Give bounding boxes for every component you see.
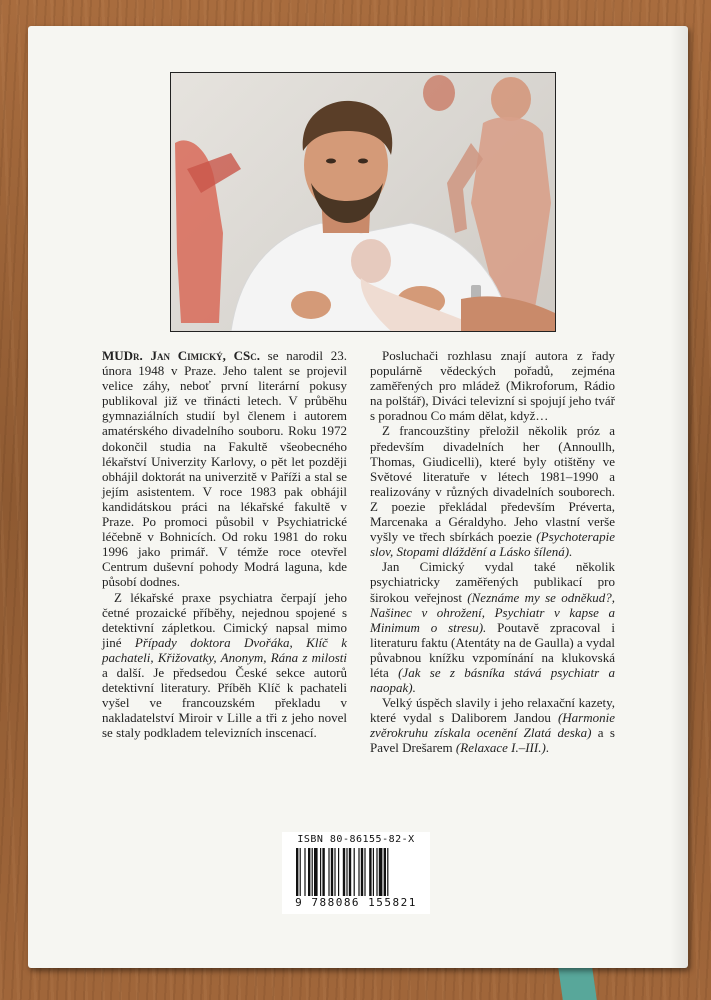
forearm	[461, 296, 555, 331]
bio-text: Z lékařské praxe psychiatra čerpají jeho četné prozaické příběhy, nejednou spojené s detektivní zápletkou. Cimický napsal mimo jiné	[102, 589, 347, 650]
isbn-number: ISBN 80-86155-82-X	[297, 834, 415, 845]
barcode-bar	[346, 848, 347, 896]
barcode-bar	[358, 848, 359, 896]
album-title: (Harmonie zvěrokruhu získala ocenění Zlatá deska)	[370, 710, 615, 741]
eye-right	[358, 159, 368, 164]
model-head	[351, 239, 391, 283]
spine-shade	[670, 26, 688, 968]
publication-titles: (Neznáme my se odněkud?, Našinec v ohrožení, Psychiatr v kapse a Minimum o stresu).	[370, 589, 616, 635]
barcode-bar	[373, 848, 374, 896]
barcode-bar	[328, 848, 329, 896]
barcode-bar	[331, 848, 333, 896]
eye-left	[326, 159, 336, 164]
bio-text: a další. Je předsedou České sekce autorů detektivní literatury. Příběh Klíč k pachateli vyšel ve francouzském překladu v nakladatelství Miroir v Lille a tři z jeho novel se staly podkladem televizních inscenací.	[102, 664, 347, 741]
barcode-bar	[334, 848, 335, 896]
barcode-bar	[369, 848, 371, 896]
barcode-bar	[308, 848, 310, 896]
barcode-bar	[376, 848, 377, 896]
barcode-bars	[296, 848, 416, 896]
bio-text: Velký úspěch slavily i jeho relaxační kazety, které vydal s Daliborem Jandou	[370, 695, 615, 726]
author-portrait-photo	[171, 73, 555, 331]
barcode-bar	[320, 848, 321, 896]
barcode-bar	[300, 848, 301, 896]
bio-text: Z francouzštiny přeložil několik próz a především divadelních her (Annoullh, Thomas, Giudicelli), které byly otištěny ve Světové literatuře v létech 1981–1990 a realizovány v různých divadelních souborech. Z poezie překládal především Préverta, Marcenaka a Géraldyho. Jeho vlastní verše vyšly ve třech sbírkách poezie	[370, 423, 615, 545]
bio-paragraph	[370, 423, 615, 559]
barcode-bar	[338, 848, 339, 896]
bio-text: .	[545, 740, 550, 756]
barcode-bar	[322, 848, 324, 896]
bio-text: se narodil 23. února 1948 v Praze. Jeho talent se projevil velice záhy, neboť první literární pokusy publikoval již ve třinácti letech. V průběhu gymnaziálních studií byl členem i autorem amatérského divadelního souboru. Roku 1972 dokončil studia na Fakultě všeobecného lékařství Univerzity Karlovy, o pět let později obhájil doktorát na univerzitě v Paříži a stal se jejím asistentem. V roce 1983 pak obhájil kandidátskou práci na lékařské fakultě v Praze. Po promoci působil v Psychiatrické léčebně v Bohnicích. Od roku 1981 do roku 1996 jako primář. V témže roce otevřel Centrum duševní pohody Modrá laguna, kde působí dodnes.	[102, 348, 347, 590]
author-photo	[170, 72, 556, 332]
bio-text: a s Pavel Drešarem	[370, 725, 615, 756]
anatomy-head-right	[491, 77, 531, 121]
barcode-bar	[343, 848, 345, 896]
bio-column-left	[102, 348, 347, 740]
barcode-bar	[349, 848, 351, 896]
ean-number: 9 788086 155821	[295, 896, 417, 909]
bio-column-right	[370, 348, 615, 756]
book-titles: Případy doktora Dvořáka, Klíč k pachateli, Křižovatky, Anonym, Rána z milosti	[102, 634, 348, 665]
barcode-bar	[387, 848, 388, 896]
barcode-bar	[314, 848, 318, 896]
author-name: MUDr. Jan Cimický, CSc.	[102, 348, 260, 363]
album-title: (Relaxace I.–III.)	[455, 740, 546, 756]
anatomy-head-small	[423, 75, 455, 111]
bio-text: Poutavě zpracoval i literaturu faktu (Atentáty na de Gaulla) a vydal půvabnou knížku vzpomínání na klukovská léta	[370, 619, 615, 680]
barcode-bar	[304, 848, 305, 896]
barcode-bar	[296, 848, 298, 896]
bio-paragraph	[370, 348, 615, 423]
bio-text: Jan Cimický vydal také několik psychiatricky zaměřených publikací pro širokou veřejnost	[370, 559, 615, 605]
bio-paragraph	[370, 559, 615, 695]
bio-paragraph	[102, 348, 347, 590]
barcode-bar	[354, 848, 355, 896]
bio-paragraph	[370, 695, 615, 755]
barcode-bar	[361, 848, 363, 896]
book-back-cover	[28, 26, 688, 968]
barcode-bar	[379, 848, 383, 896]
barcode-bar	[364, 848, 365, 896]
hand-left	[291, 291, 331, 319]
barcode-label	[282, 832, 430, 914]
poetry-titles: (Psychoterapie slov, Stopami dláždění a Lásko šílená).	[370, 529, 615, 560]
bio-text: Posluchači rozhlasu znají autora z řady populárně vědeckých pořadů, zejména zaměřených pro mládež (Mikroforum, Rádio na polštář), Diváci televizní si spojují jeho tvář s poradnou Co mám dělat, když…	[370, 348, 615, 424]
memoir-title: (Jak se z básníka stává psychiatr a naopak).	[370, 664, 616, 696]
barcode-bar	[384, 848, 386, 896]
bio-paragraph	[102, 590, 347, 741]
barcode-bar	[312, 848, 313, 896]
